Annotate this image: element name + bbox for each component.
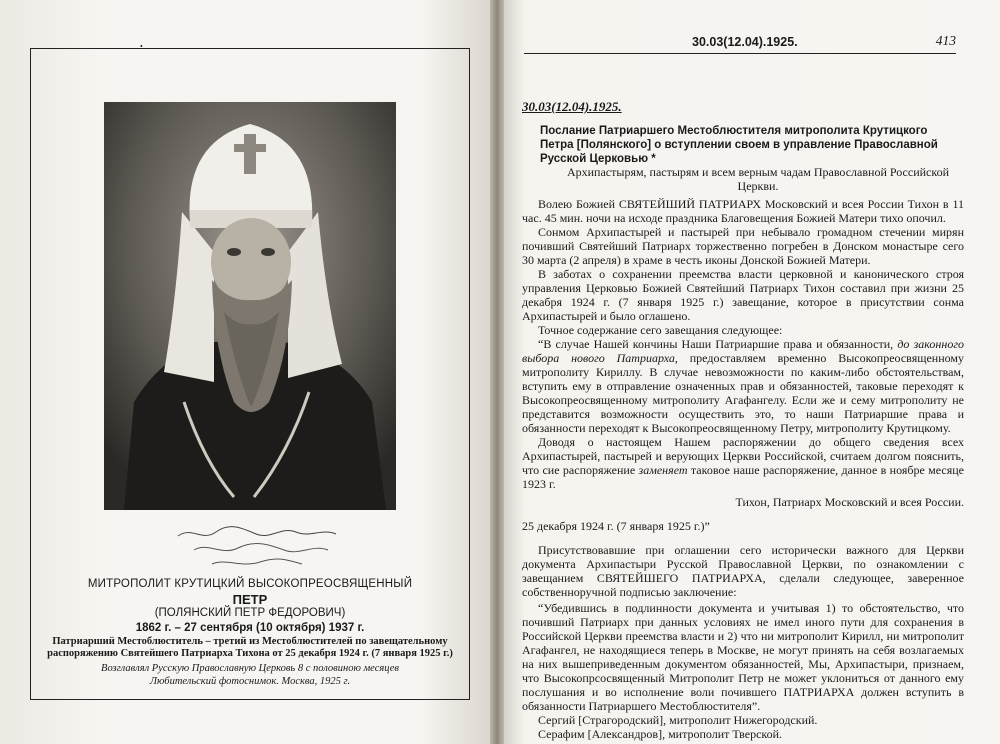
signature-2: Серафим [Александров], митрополит Тверской. [538, 727, 783, 741]
caption-italic-line1: Возглавлял Русскую Православную Церковь 8 с половиною месяцев [101, 663, 399, 674]
caption-italic-line2: Любительский фотоснимок. Москва, 1925 г. [149, 676, 351, 687]
dateline: 25 декабря 1924 г. (7 января 1925 г.)” [522, 519, 710, 533]
caption-italic [44, 662, 456, 688]
quote-1-italic: до законного выбора нового Патриарха [522, 337, 965, 365]
page-number: 413 [935, 33, 956, 48]
signature-1: Сергий [Страгородский], митрополит Нижегородский. [538, 713, 818, 727]
document-body [522, 197, 964, 741]
quote-paragraph-2 [522, 435, 964, 491]
caption-description [44, 636, 456, 660]
document-title: Послание Патриаршего Местоблюстителя митрополита Крутицкого Петра [Полянского] о вступлении своем в управление Православной Русской Церковью * [540, 125, 938, 165]
paragraph-5: Присутствовавшие при оглашении сего исторически важного для Церкви документа Архипастыри Русской Православной Церкви, по ознакомлении с завещанием СВЯТЕЙШЕГО ПАТРИАРХА, сделали следующее, заверенное собственноручной подписью заключение: [522, 543, 964, 599]
paragraph-4: Точное содержание сего завещания следующее: [538, 323, 783, 337]
caption-desc-line1: Патриарший Местоблюститель – третий из Местоблюстителей по завещательному [52, 636, 448, 647]
quote-paragraph-1 [522, 337, 964, 435]
quote-2-end: таковое наше распоряжение, данное в ноябре месяце 1923 г. [522, 463, 964, 491]
book-gutter [490, 0, 504, 744]
caption-desc-line2: распоряжению Святейшего Патриарха Тихона от 25 декабря 1924 г. (7 января 1925 г.) [47, 648, 453, 659]
caption-subtitle: (ПОЛЯНСКИЙ ПЕТР ФЕДОРОВИЧ) [154, 607, 346, 619]
portrait-photo [104, 102, 396, 510]
caption-title: МИТРОПОЛИТ КРУТИЦКИЙ ВЫСОКОПРЕОСВЯЩЕННЫЙ [87, 578, 413, 590]
running-header [524, 35, 956, 54]
quote-1-end: , предоставляем временно Высокопреосвященному митрополиту Кириллу. В случае невозможности по каким-либо обстоятельствам, вступить ему в отправление означенных прав и обязанностей, таковые переходят к Высокопреосвященному митрополиту Агафангелу. Если же и сему митрополиту не представится возможности осуществить это, то наши Патриаршие права и обязанности переходят к Высокопреосвященному Петру, митрополиту Крутицкому. [522, 351, 964, 435]
signoff: Тихон, Патриарх Московский и всея России. [735, 495, 964, 509]
print-dot: • [140, 42, 143, 51]
paragraph-2: Сонмом Архипастырей и пастырей при небывало громадном стечении мирян почивший Святейший Патриарх торжественно погребен в Донском монастыре сего 30 марта (2 апреля) в храме в честь иконы Донской Божией Матери. [522, 225, 964, 267]
handwritten-signature [172, 520, 342, 572]
running-head-date: 30.03(12.04).1925. [692, 35, 798, 49]
signature-scribble [172, 520, 342, 572]
paragraph-3: В заботах о сохранении преемства власти церковной и канонического строя управления Церковью Божией Святейший Патриарх Тихон составил при жизни 25 декабря 1924 г. (7 января 1925 г.) завещание, которое в присутствии сонма Архипастырей и было оглашено. [522, 267, 964, 323]
quote-2-start: Доводя о настоящем Нашем распоряжении до общего сведения всех Архипастырей, пастырей и верующих Церкви Российской, считаем долгом пояснить, что сие распоряжение [522, 435, 964, 477]
document-address: Архипастырям, пастырям и всем верным чадам Православной Российской Церкви. [566, 165, 950, 193]
paragraph-1: Волею Божией СВЯТЕЙШИЙ ПАТРИАРХ Московский и всея России Тихон в 11 час. 45 мин. ночи на исходе праздника Благовещения Божией Матери тихо опочил. [522, 197, 964, 225]
caption-dates: 1862 г. – 27 сентября (10 октября) 1937 г. [135, 622, 365, 634]
quote-2-italic: заменяет [638, 463, 688, 477]
document-date: 30.03(12.04).1925. [522, 99, 622, 114]
paragraph-6: “Убедившись в подлинности документа и учитывая 1) то обстоятельство, что почивший Патриарх при данных условиях не имел иного пути для сохранения в Российской Церкви преемства власти и 2) что ни митрополит Кирилл, ни митрополит Агафангел, не находящиеся теперь в Москве, не могут принять на себя возлагаемых на них вышеприведенным документом обязанностей, Мы, Архипастыри, признаем, что Высокопрсосвященный Митрополит Петр не может уклониться от данного ему послушания и во исполнение воли почившего ПАТРИАРХА должен вступить в обязанности Патриаршего Местоблюстителя”. [522, 601, 964, 713]
quote-1-start: “В случае Нашей кончины Наши Патриаршие права и обязанности, [538, 337, 898, 351]
portrait-illustration [104, 102, 396, 510]
caption-name: ПЕТР [232, 592, 268, 607]
